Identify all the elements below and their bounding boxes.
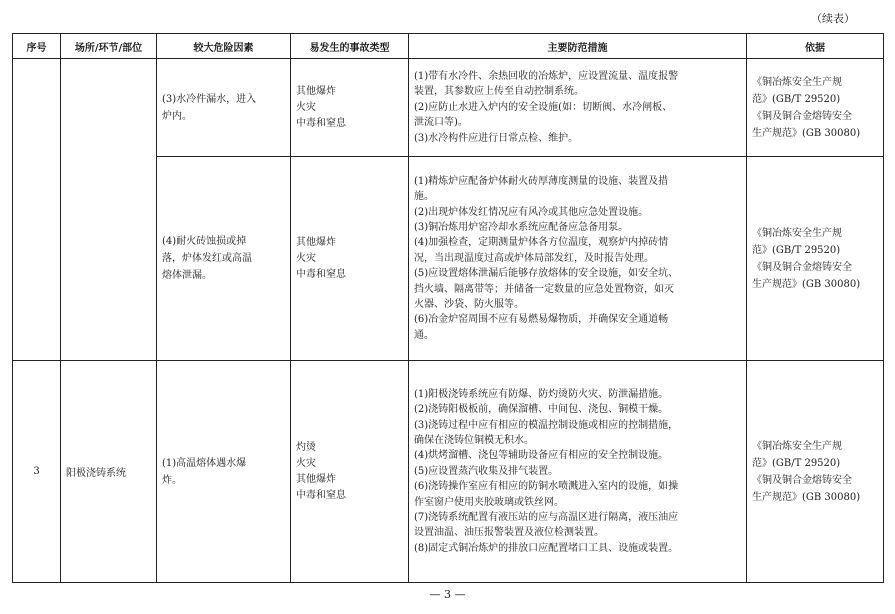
accident-line: 火灾 — [296, 457, 316, 469]
measure-line: (1)带有水冷件、余热回收的冶炼炉，应设置流量、温度报警 — [414, 70, 679, 82]
table-row — [13, 59, 884, 157]
measure-line: 作室窗户使用夹胶玻璃或铁丝网。 — [414, 496, 564, 508]
basis-line: 《铜冶炼安全生产规 — [752, 440, 842, 452]
accident-line: 其他爆炸 — [296, 85, 336, 97]
measure-line: (4)烘烤溜槽、浇包等辅助设备应有相应的安全控制设施。 — [414, 450, 669, 462]
measures-cell — [409, 361, 747, 583]
measure-line: 施。 — [414, 191, 434, 203]
measure-line: (2)浇铸阳极板前，确保溜槽、中间包、浇包、铜模干燥。 — [414, 404, 669, 416]
hazard-cell — [157, 361, 291, 583]
basis-line: 生产规范》(GB 30080) — [752, 278, 861, 290]
accident-line: 灼烫 — [296, 441, 316, 453]
measure-line: (5)应设置蒸汽收集及排气装置。 — [414, 465, 559, 477]
measure-line: (3)浇铸过程中应有相应的模温控制设施或相应的控制措施， — [414, 419, 679, 431]
hazard-table — [12, 33, 884, 583]
page-number: — 3 — — [429, 588, 466, 601]
accident-line: 中毒和窒息 — [296, 489, 346, 501]
header-row — [13, 34, 884, 59]
measure-line: 泄流口等)。 — [414, 117, 468, 129]
table-row — [13, 361, 884, 583]
measures-cell — [409, 59, 747, 157]
seq-cell — [13, 59, 61, 361]
hazard-line: 炸。 — [162, 474, 182, 486]
accident-line: 其他爆炸 — [296, 473, 336, 485]
basis-line: 《铜冶炼安全生产规 — [752, 227, 842, 239]
measure-line: (3)铜冶炼用炉窑冷却水系统应配备应急备用泵。 — [414, 221, 629, 233]
measure-line: (5)应设置熔体泄漏后能够存放熔体的安全设施，如安全坑、 — [414, 268, 679, 280]
measure-line: 火器、沙袋、防火服等。 — [414, 299, 524, 311]
hazard-cell — [157, 157, 291, 361]
basis-line: 《铜冶炼安全生产规 — [752, 76, 842, 88]
basis-line: 范》(GB/T 29520) — [752, 93, 841, 105]
measure-line: 通。 — [414, 329, 434, 341]
accident-line: 其他爆炸 — [296, 236, 336, 248]
basis-line: 范》(GB/T 29520) — [752, 457, 841, 469]
hazard-line: 熔体泄漏。 — [162, 270, 212, 281]
accident-line: 中毒和窒息 — [296, 268, 346, 280]
measures-cell — [409, 157, 747, 361]
continued-label: （续表） — [811, 12, 855, 25]
place-cell — [61, 59, 157, 361]
header-measures: 主要防范措施 — [409, 34, 747, 59]
basis-cell — [747, 361, 884, 583]
accident-cell — [291, 59, 409, 157]
basis-cell — [747, 157, 884, 361]
accident-line: 火灾 — [296, 101, 316, 113]
accident-cell — [291, 361, 409, 583]
hazard-line: (4)耐火砖蚀损或掉 — [162, 236, 247, 247]
header-place: 场所/环节/部位 — [61, 34, 157, 59]
hazard-line: 炉内。 — [162, 110, 192, 122]
header-basis: 依据 — [747, 34, 884, 59]
measure-line: 况，当出现温度过高或炉体局部发红，及时报告处理。 — [414, 252, 654, 264]
accident-line: 火灾 — [296, 252, 316, 264]
accident-line: 中毒和窒息 — [296, 117, 346, 129]
basis-line: 生产规范》(GB 30080) — [752, 491, 861, 503]
hazard-line: (1)高温熔体遇水爆 — [162, 457, 247, 469]
measure-line: (4)加强检查，定期测量炉体各方位温度，观察炉内掉砖情 — [414, 237, 669, 249]
measure-line: (6)浇铸操作室应有相应的防铜水喷溅进入室内的设施，如操 — [414, 481, 679, 493]
basis-line: 《铜及铜合金熔铸安全 — [752, 474, 852, 486]
measure-line: 装置，其参数应上传至自动控制系统。 — [414, 86, 584, 98]
measure-line: (6)冶金炉窑周围不应有易燃易爆物质，并确保安全通道畅 — [414, 314, 669, 326]
place-cell: 阳极浇铸系统 — [61, 361, 157, 583]
header-accident: 易发生的事故类型 — [291, 34, 409, 59]
basis-line: 《铜及铜合金熔铸安全 — [752, 261, 852, 273]
seq-cell: 3 — [13, 361, 61, 583]
hazard-line: (3)水冷件漏水，进入 — [162, 93, 257, 105]
hazard-cell — [157, 59, 291, 157]
measure-line: 确保在浇铸位铜模无积水。 — [414, 434, 534, 446]
measure-line: 设置油温、油压报警装置及液位检测装置。 — [414, 527, 604, 539]
basis-line: 《铜及铜合金熔铸安全 — [752, 110, 852, 122]
measure-line: 挡火墙、隔离带等；并储备一定数量的应急处置物资，如灭 — [414, 283, 674, 295]
hazard-line: 落，炉体发红或高温 — [162, 253, 252, 264]
header-seq: 序号 — [13, 34, 61, 59]
measure-line: (1)阳极浇铸系统应有防爆、防灼烫防火灾、防泄漏措施。 — [414, 388, 669, 400]
measure-line: (7)浇铸系统配置有液压站的应与高温区进行隔离，液压油应 — [414, 512, 679, 524]
measure-line: (8)固定式铜冶炼炉的排放口应配置堵口工具、设施或装置。 — [414, 542, 679, 554]
basis-cell — [747, 59, 884, 157]
measure-line: (3)水冷构件应进行日常点检、维护。 — [414, 132, 579, 144]
accident-cell — [291, 157, 409, 361]
header-hazard: 较大危险因素 — [157, 34, 291, 59]
basis-line: 生产规范》(GB 30080) — [752, 127, 861, 139]
measure-line: (1)精炼炉应配备炉体耐火砖厚薄度测量的设施、装置及措 — [414, 175, 669, 187]
measure-line: (2)出现炉体发红情况应有风冷或其他应急处置设施。 — [414, 206, 649, 218]
basis-line: 范》(GB/T 29520) — [752, 244, 841, 256]
measure-line: (2)应防止水进入炉内的安全设施(如：切断阀、水冷闸板、 — [414, 101, 673, 113]
